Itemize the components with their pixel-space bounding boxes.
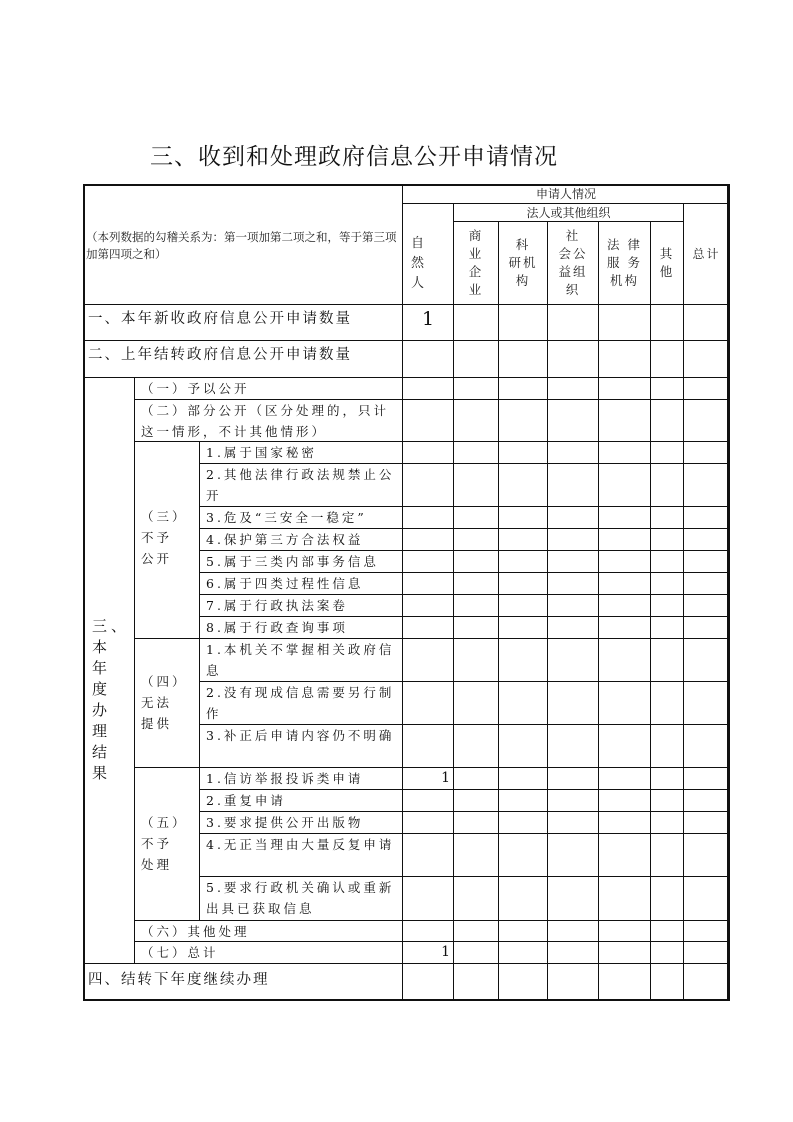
value-cell[interactable]: [498, 616, 548, 639]
value-cell[interactable]: [453, 941, 499, 964]
row-not-processed-item: 1.信访举报投诉类申请: [199, 767, 403, 790]
value-cell[interactable]: [453, 340, 499, 378]
value-cell[interactable]: [402, 681, 454, 725]
header-social: 社 会公 益组织: [547, 221, 599, 305]
value-cell[interactable]: [683, 616, 730, 639]
value-cell[interactable]: [402, 594, 454, 617]
value-cell[interactable]: [498, 340, 548, 378]
value-cell[interactable]: [683, 441, 730, 464]
row-carry-forward: 四、结转下年度继续办理: [83, 963, 403, 1001]
value-cell[interactable]: [453, 681, 499, 725]
value-cell[interactable]: 1: [402, 767, 454, 790]
value-cell[interactable]: [650, 340, 684, 378]
value-cell[interactable]: [598, 594, 651, 617]
value-cell[interactable]: [498, 528, 548, 551]
row-total: （七）总计: [134, 941, 403, 964]
value-cell[interactable]: [650, 463, 684, 507]
value-cell[interactable]: [453, 550, 499, 573]
value-cell[interactable]: [683, 399, 730, 442]
header-natural-person: 自 然人: [402, 203, 454, 305]
value-cell[interactable]: [598, 616, 651, 639]
row-not-open-item: 7.属于行政执法案卷: [199, 594, 403, 617]
row-cannot-provide-item: 3.补正后申请内容仍不明确: [199, 724, 403, 768]
value-cell[interactable]: [598, 572, 651, 595]
value-cell[interactable]: [402, 463, 454, 507]
value-cell[interactable]: [650, 377, 684, 400]
value-cell[interactable]: [547, 528, 599, 551]
row-not-open-item: 2.其他法律行政法规禁止公开: [199, 463, 403, 507]
value-cell[interactable]: [453, 399, 499, 442]
value-cell[interactable]: [453, 528, 499, 551]
value-cell[interactable]: [402, 833, 454, 877]
value-cell[interactable]: [650, 876, 684, 921]
value-cell[interactable]: [547, 767, 599, 790]
value-cell[interactable]: [498, 789, 548, 812]
header-applicant: 申请人情况: [402, 184, 730, 204]
value-cell[interactable]: [650, 724, 684, 768]
value-cell[interactable]: [683, 724, 730, 768]
value-cell[interactable]: [547, 441, 599, 464]
value-cell[interactable]: [650, 572, 684, 595]
row-carried-over: 二、上年结转政府信息公开申请数量: [83, 340, 403, 378]
value-cell[interactable]: [598, 767, 651, 790]
value-cell[interactable]: [683, 340, 730, 378]
row-not-open-item: 8.属于行政查询事项: [199, 616, 403, 639]
value-cell[interactable]: [650, 441, 684, 464]
header-total: 总计: [683, 203, 730, 305]
value-cell[interactable]: [402, 811, 454, 834]
value-cell[interactable]: [498, 920, 548, 942]
value-cell[interactable]: [453, 876, 499, 921]
value-cell[interactable]: [650, 506, 684, 529]
value-cell[interactable]: [402, 920, 454, 942]
value-cell[interactable]: [547, 638, 599, 682]
value-cell[interactable]: [650, 681, 684, 725]
value-cell[interactable]: [453, 963, 499, 1001]
value-cell[interactable]: [547, 833, 599, 877]
value-cell[interactable]: [498, 681, 548, 725]
value-cell[interactable]: [453, 724, 499, 768]
value-cell[interactable]: [598, 441, 651, 464]
value-cell[interactable]: [547, 377, 599, 400]
value-cell[interactable]: [498, 724, 548, 768]
value-cell[interactable]: [498, 811, 548, 834]
value-cell[interactable]: [650, 304, 684, 341]
value-cell[interactable]: [683, 941, 730, 964]
value-cell[interactable]: [598, 638, 651, 682]
value-cell[interactable]: [453, 789, 499, 812]
value-cell[interactable]: [650, 399, 684, 442]
value-cell[interactable]: [650, 941, 684, 964]
value-cell[interactable]: [547, 789, 599, 812]
value-cell[interactable]: [498, 377, 548, 400]
value-cell[interactable]: [598, 876, 651, 921]
header-note: （本列数据的勾稽关系为：第一项加第二项之和，等于第三项加第四项之和）: [83, 184, 403, 341]
value-cell[interactable]: [683, 833, 730, 877]
value-cell[interactable]: [453, 441, 499, 464]
value-cell[interactable]: [498, 833, 548, 877]
value-cell[interactable]: [650, 833, 684, 877]
header-legal-org: 法人或其他组织: [453, 203, 684, 222]
value-cell[interactable]: [683, 767, 730, 790]
value-cell[interactable]: [402, 789, 454, 812]
group-not-processed: （五）不予处理: [134, 767, 200, 921]
row-not-processed-item: 3.要求提供公开出版物: [199, 811, 403, 834]
value-cell[interactable]: [683, 463, 730, 507]
row-open: （一）予以公开: [134, 377, 403, 400]
value-cell[interactable]: [453, 616, 499, 639]
value-cell[interactable]: [683, 789, 730, 812]
value-cell[interactable]: [547, 506, 599, 529]
value-cell[interactable]: [598, 506, 651, 529]
value-cell[interactable]: [453, 304, 499, 341]
value-cell[interactable]: [453, 833, 499, 877]
value-cell[interactable]: [402, 528, 454, 551]
value-cell[interactable]: [547, 399, 599, 442]
value-cell[interactable]: [650, 789, 684, 812]
row-not-processed-item: 4.无正当理由大量反复申请: [199, 833, 403, 877]
value-cell[interactable]: 1: [402, 304, 454, 341]
value-cell[interactable]: [683, 963, 730, 1001]
header-other: 其他: [650, 221, 684, 305]
value-cell[interactable]: [547, 876, 599, 921]
value-cell[interactable]: [402, 506, 454, 529]
value-cell[interactable]: [453, 811, 499, 834]
value-cell[interactable]: [598, 681, 651, 725]
value-cell[interactable]: [683, 506, 730, 529]
row-new-applications: 一、本年新收政府信息公开申请数量: [83, 304, 403, 341]
value-cell[interactable]: [650, 528, 684, 551]
value-cell[interactable]: [402, 550, 454, 573]
row-cannot-provide-item: 1.本机关不掌握相关政府信息: [199, 638, 403, 682]
value-cell[interactable]: [547, 463, 599, 507]
value-cell[interactable]: [683, 920, 730, 942]
value-cell[interactable]: [547, 340, 599, 378]
value-cell[interactable]: [402, 399, 454, 442]
value-cell[interactable]: [402, 963, 454, 1001]
row-not-open-item: 4.保护第三方合法权益: [199, 528, 403, 551]
row-partial-open: （二）部分公开（区分处理的，只计这一情形，不计其他情形）: [134, 399, 403, 442]
value-cell[interactable]: [547, 304, 599, 341]
value-cell[interactable]: [547, 941, 599, 964]
value-cell[interactable]: [453, 463, 499, 507]
value-cell[interactable]: [598, 833, 651, 877]
value-cell[interactable]: [547, 616, 599, 639]
value-cell[interactable]: [547, 811, 599, 834]
value-cell[interactable]: [453, 572, 499, 595]
row-cannot-provide-item: 2.没有现成信息需要另行制作: [199, 681, 403, 725]
value-cell[interactable]: [453, 767, 499, 790]
value-cell[interactable]: [547, 724, 599, 768]
row-not-processed-item: 5.要求行政机关确认或重新出具已获取信息: [199, 876, 403, 921]
value-cell[interactable]: [498, 441, 548, 464]
value-cell[interactable]: [650, 594, 684, 617]
row-not-open-item: 3.危及“三安全一稳定”: [199, 506, 403, 529]
value-cell[interactable]: [498, 550, 548, 573]
value-cell[interactable]: [650, 638, 684, 682]
page-title: 三、收到和处理政府信息公开申请情况: [150, 144, 558, 170]
value-cell[interactable]: [683, 572, 730, 595]
value-cell[interactable]: [650, 963, 684, 1001]
group-cannot-provide: （四）无法提供: [134, 638, 200, 768]
value-cell[interactable]: [402, 876, 454, 921]
row-not-open-item: 5.属于三类内部事务信息: [199, 550, 403, 573]
value-cell[interactable]: [402, 441, 454, 464]
value-cell[interactable]: [650, 920, 684, 942]
value-cell[interactable]: [402, 724, 454, 768]
value-cell[interactable]: [683, 638, 730, 682]
value-cell[interactable]: [498, 594, 548, 617]
value-cell[interactable]: [547, 963, 599, 1001]
value-cell[interactable]: [598, 528, 651, 551]
value-cell[interactable]: [498, 463, 548, 507]
value-cell[interactable]: [683, 681, 730, 725]
value-cell[interactable]: [498, 941, 548, 964]
value-cell[interactable]: [683, 550, 730, 573]
value-cell[interactable]: [453, 638, 499, 682]
value-cell[interactable]: [498, 767, 548, 790]
value-cell[interactable]: [598, 724, 651, 768]
value-cell[interactable]: [498, 638, 548, 682]
value-cell[interactable]: [598, 789, 651, 812]
value-cell[interactable]: [402, 340, 454, 378]
row-not-open-item: 1.属于国家秘密: [199, 441, 403, 464]
value-cell[interactable]: [598, 550, 651, 573]
value-cell[interactable]: [402, 572, 454, 595]
value-cell[interactable]: [683, 594, 730, 617]
value-cell[interactable]: [683, 876, 730, 921]
header-legal-service: 法 律服 务机构: [598, 221, 651, 305]
value-cell[interactable]: 1: [402, 941, 454, 964]
value-cell[interactable]: [547, 594, 599, 617]
value-cell[interactable]: [598, 340, 651, 378]
value-cell[interactable]: [498, 506, 548, 529]
value-cell[interactable]: [683, 377, 730, 400]
value-cell[interactable]: [402, 377, 454, 400]
value-cell[interactable]: [498, 399, 548, 442]
value-cell[interactable]: [598, 941, 651, 964]
value-cell[interactable]: [547, 572, 599, 595]
value-cell[interactable]: [683, 811, 730, 834]
value-cell[interactable]: [598, 463, 651, 507]
value-cell[interactable]: [453, 506, 499, 529]
section-3-label: 三、本年度办理结果: [83, 377, 135, 964]
header-commercial: 商业企业: [453, 221, 499, 305]
value-cell[interactable]: [498, 963, 548, 1001]
value-cell[interactable]: [547, 681, 599, 725]
value-cell[interactable]: [598, 920, 651, 942]
row-not-processed-item: 2.重复申请: [199, 789, 403, 812]
value-cell[interactable]: [598, 304, 651, 341]
row-not-open-item: 6.属于四类过程性信息: [199, 572, 403, 595]
value-cell[interactable]: [598, 811, 651, 834]
value-cell[interactable]: [453, 594, 499, 617]
value-cell[interactable]: [650, 767, 684, 790]
value-cell[interactable]: [547, 920, 599, 942]
row-other-processing: （六）其他处理: [134, 920, 403, 942]
value-cell[interactable]: [498, 572, 548, 595]
value-cell[interactable]: [683, 528, 730, 551]
value-cell[interactable]: [498, 876, 548, 921]
header-research: 科 研机构: [498, 221, 548, 305]
group-not-open: （三）不予公开: [134, 441, 200, 639]
value-cell[interactable]: [650, 811, 684, 834]
value-cell[interactable]: [650, 616, 684, 639]
value-cell[interactable]: [453, 920, 499, 942]
value-cell[interactable]: [402, 638, 454, 682]
value-cell[interactable]: [453, 377, 499, 400]
value-cell[interactable]: [650, 550, 684, 573]
value-cell[interactable]: [598, 377, 651, 400]
value-cell[interactable]: [598, 963, 651, 1001]
value-cell[interactable]: [547, 550, 599, 573]
value-cell[interactable]: [683, 304, 730, 341]
value-cell[interactable]: [402, 616, 454, 639]
value-cell[interactable]: [498, 304, 548, 341]
value-cell[interactable]: [598, 399, 651, 442]
